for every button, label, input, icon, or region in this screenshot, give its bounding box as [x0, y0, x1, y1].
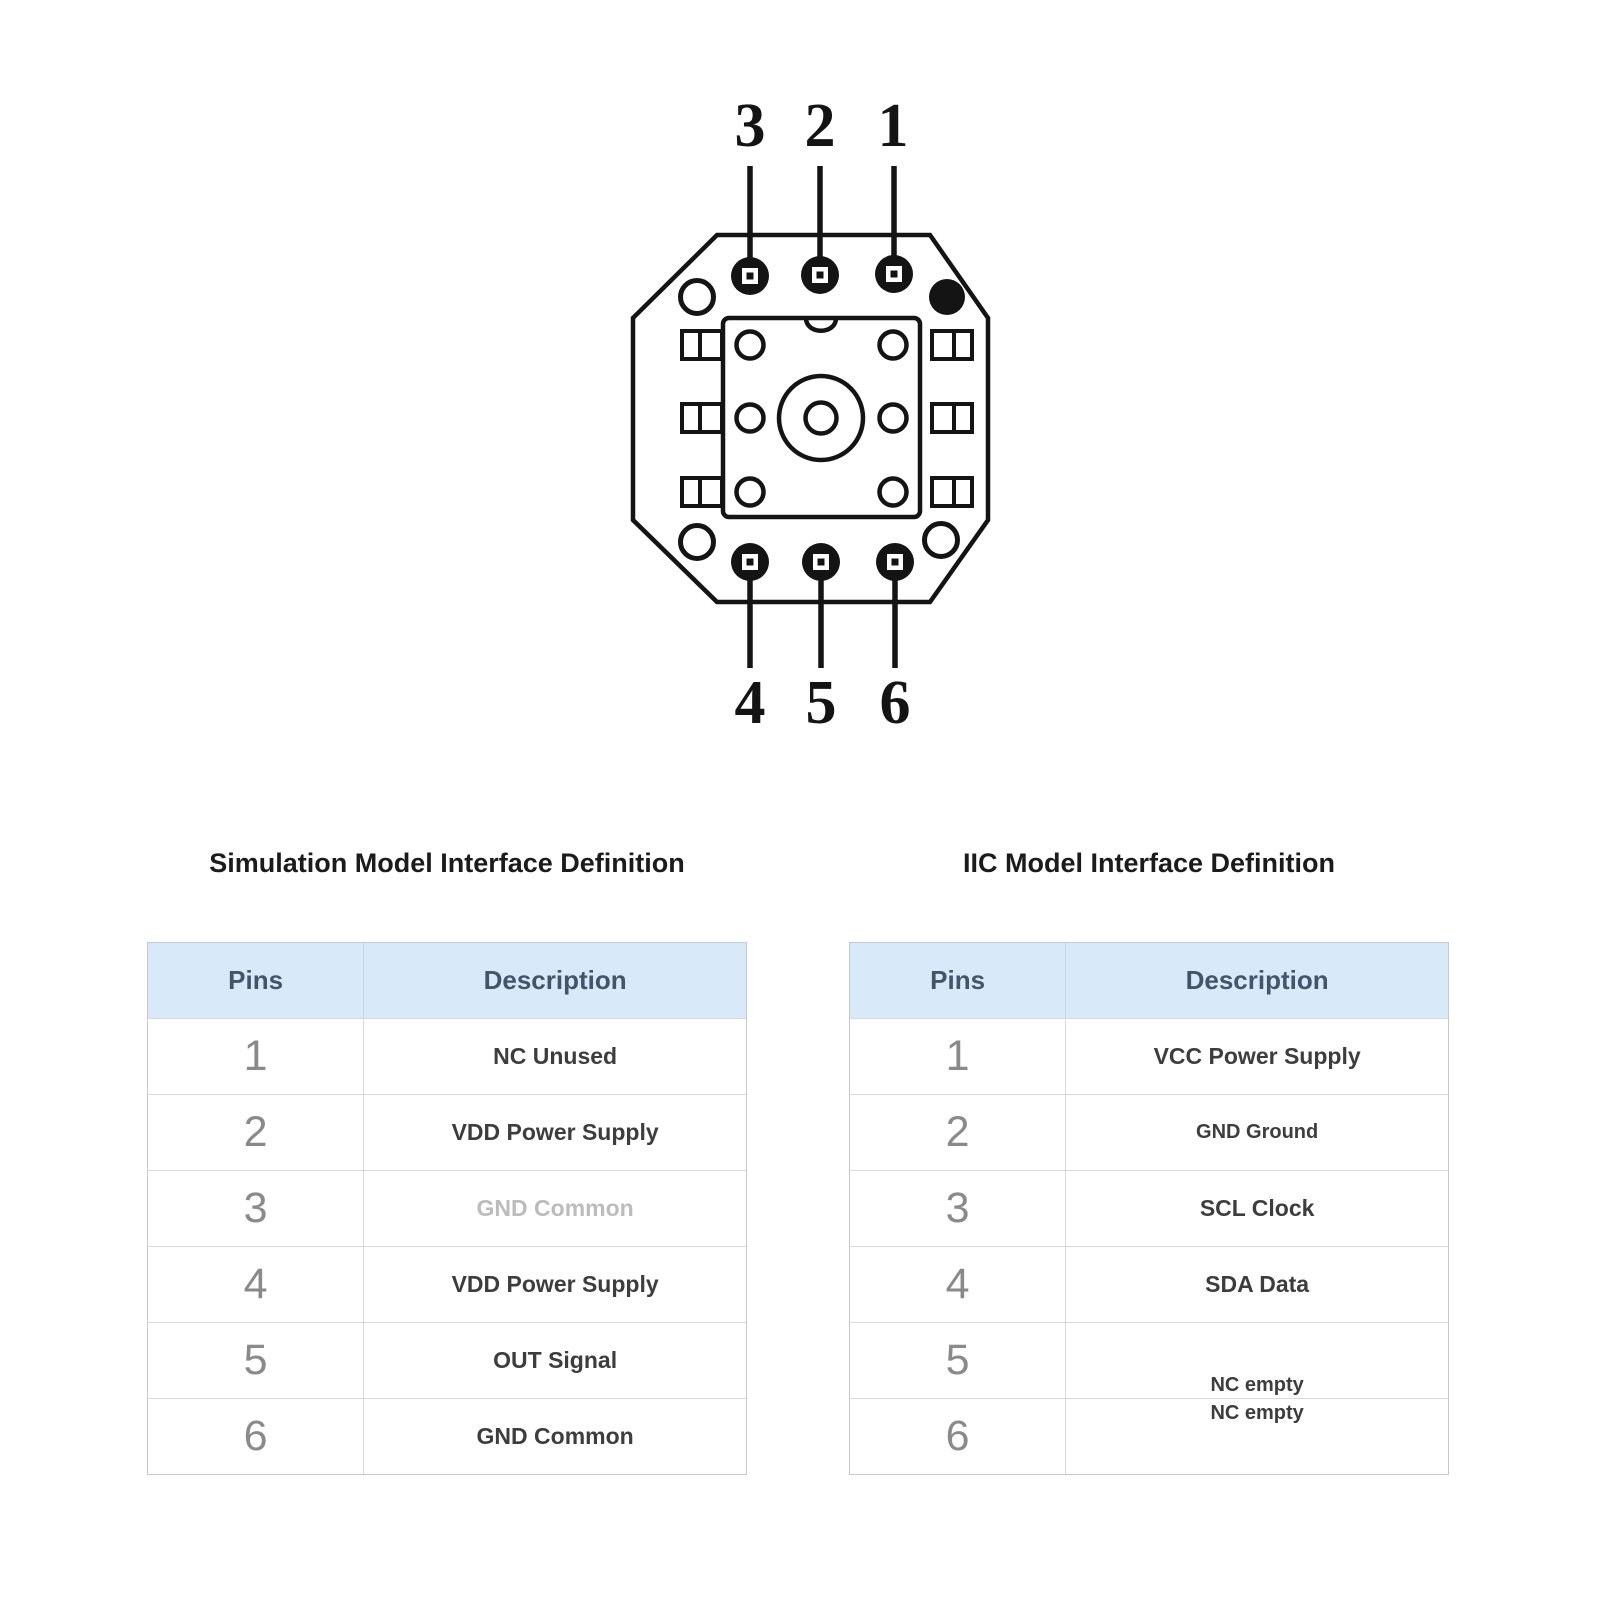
pin-description: GND Ground — [1065, 1095, 1448, 1170]
corner-hole-top-left — [681, 281, 714, 314]
column-header-description: Description — [1065, 943, 1448, 1018]
pin-pad-2 — [801, 256, 839, 294]
table-header-row — [148, 943, 746, 1018]
table-body — [148, 1018, 746, 1474]
table-title: IIC Model Interface Definition — [962, 848, 1336, 878]
table-row — [850, 1094, 1448, 1170]
pin-description: OUT Signal — [363, 1323, 746, 1398]
table-body — [850, 1018, 1448, 1474]
table-row — [148, 1398, 746, 1474]
pin-pad-3 — [731, 257, 769, 295]
pin-description: NC empty — [1065, 1323, 1448, 1398]
pin-pad-1 — [875, 255, 913, 293]
pin-definition-table — [147, 942, 747, 1475]
pin-label-5: 5 — [805, 669, 837, 737]
pin-description: VDD Power Supply — [363, 1247, 746, 1322]
corner-hole-bottom-left — [681, 526, 714, 559]
table-row — [850, 1322, 1448, 1398]
pin-description: SDA Data — [1065, 1247, 1448, 1322]
pin-pad-5 — [802, 543, 840, 581]
pin-label-3: 3 — [734, 92, 766, 160]
pin-number: 6 — [945, 1412, 970, 1460]
column-header-pins: Pins — [228, 965, 284, 995]
pin-label-4: 4 — [734, 669, 766, 737]
pin-pad-6 — [876, 543, 914, 581]
pin-number: 4 — [243, 1260, 268, 1308]
pin-number: 2 — [945, 1108, 970, 1156]
pin-description: GND Common — [363, 1171, 746, 1246]
table-row — [850, 1170, 1448, 1246]
pin-number: 5 — [945, 1336, 970, 1384]
pin-number: 3 — [945, 1184, 970, 1232]
column-header-description: Description — [363, 943, 746, 1018]
pin-number: 1 — [243, 1032, 268, 1080]
sensor-die-outline — [723, 318, 920, 517]
table-title: Simulation Model Interface Definition — [209, 848, 685, 878]
pin-description: NC Unused — [363, 1019, 746, 1094]
pin-description: VCC Power Supply — [1065, 1019, 1448, 1094]
table-row — [148, 1246, 746, 1322]
pin-number: 6 — [243, 1412, 268, 1460]
table-header-row — [850, 943, 1448, 1018]
table-row — [850, 1246, 1448, 1322]
pin-pad-4 — [731, 543, 769, 581]
pin-description: VDD Power Supply — [363, 1095, 746, 1170]
table-row — [148, 1018, 746, 1094]
table-row — [148, 1094, 746, 1170]
pin-description: GND Common — [363, 1399, 746, 1474]
table-row — [850, 1398, 1448, 1474]
pin-number: 5 — [243, 1336, 268, 1384]
pin-number: 3 — [243, 1184, 268, 1232]
simulation-model-table — [147, 842, 747, 1475]
corner-dot-top-right — [929, 279, 965, 315]
pin-number: 2 — [243, 1108, 268, 1156]
pin-description: NC empty — [1065, 1399, 1448, 1474]
pin-number: 1 — [945, 1032, 970, 1080]
iic-model-table — [849, 842, 1449, 1475]
pin-label-2: 2 — [804, 92, 836, 160]
pin-definition-table — [849, 942, 1449, 1475]
table-row — [850, 1018, 1448, 1094]
table-row — [148, 1170, 746, 1246]
pin-description: SCL Clock — [1065, 1171, 1448, 1246]
pin-label-1: 1 — [877, 92, 909, 160]
pin-number: 4 — [945, 1260, 970, 1308]
column-header-pins: Pins — [930, 965, 986, 995]
table-row — [148, 1322, 746, 1398]
corner-hole-bottom-right — [925, 524, 958, 557]
pin-label-6: 6 — [879, 669, 911, 737]
